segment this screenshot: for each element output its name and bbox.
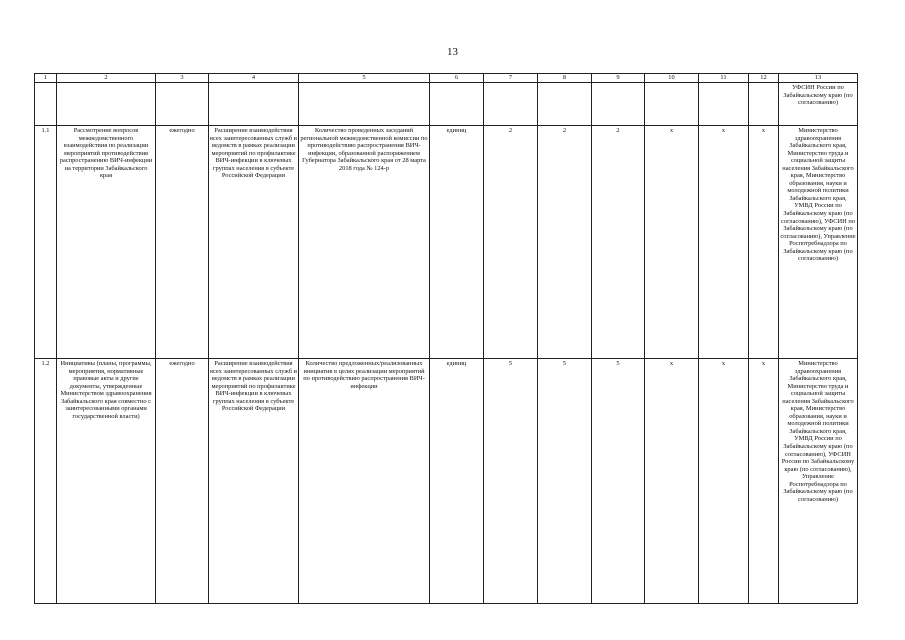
column-header: 5 bbox=[299, 74, 430, 83]
table-cell bbox=[156, 83, 209, 126]
table-cell bbox=[699, 83, 749, 126]
value-cell: 5 bbox=[592, 359, 645, 604]
unit-cell: единиц bbox=[430, 359, 484, 604]
event-cell: Инициативы (планы, программы, мероприятия, нормативные правовые акты и другие документы, утвержденные Министерством здравоохранения Забайкальского края совместно с заинтересованными органами государственной власти) bbox=[57, 359, 156, 604]
column-header: 8 bbox=[538, 74, 592, 83]
value-cell: х bbox=[749, 126, 779, 359]
column-header: 11 bbox=[699, 74, 749, 83]
table-cell bbox=[538, 83, 592, 126]
column-header: 12 bbox=[749, 74, 779, 83]
column-header: 3 bbox=[156, 74, 209, 83]
column-header: 1 bbox=[35, 74, 57, 83]
value-cell: х bbox=[699, 126, 749, 359]
value-cell: х bbox=[645, 359, 699, 604]
responsible-cell: УФСИН России по Забайкальскому краю (по согласованию) bbox=[779, 83, 858, 126]
column-header: 2 bbox=[57, 74, 156, 83]
value-cell: 2 bbox=[592, 126, 645, 359]
column-header: 6 bbox=[430, 74, 484, 83]
table-row-continuation bbox=[35, 83, 858, 126]
table-cell bbox=[749, 83, 779, 126]
column-header: 4 bbox=[209, 74, 299, 83]
value-cell: х bbox=[749, 359, 779, 604]
header-row bbox=[35, 74, 858, 83]
value-cell: 2 bbox=[538, 126, 592, 359]
table-cell bbox=[592, 83, 645, 126]
value-cell: 5 bbox=[484, 359, 538, 604]
table-cell bbox=[430, 83, 484, 126]
column-header: 7 bbox=[484, 74, 538, 83]
period-cell: ежегодно bbox=[156, 359, 209, 604]
table-cell bbox=[484, 83, 538, 126]
column-header: 10 bbox=[645, 74, 699, 83]
table-cell bbox=[645, 83, 699, 126]
value-cell: х bbox=[699, 359, 749, 604]
plan-table bbox=[34, 73, 858, 604]
table-cell bbox=[57, 83, 156, 126]
column-header: 13 bbox=[779, 74, 858, 83]
table-cell bbox=[35, 83, 57, 126]
column-header: 9 bbox=[592, 74, 645, 83]
event-cell: Рассмотрение вопросов межведомственного взаимодействия по реализации мероприятий противодействия распространению ВИЧ-инфекции на территории Забайкальского края bbox=[57, 126, 156, 359]
table-row bbox=[35, 126, 858, 359]
responsible-cell: Министерство здравоохранения Забайкальского края, Министерство труда и социальной защиты населения Забайкальского края, Министерство образования, науки и молодежной политики Забайкальского края, УМВД России по Забайкальскому краю (по согласованию), УФСИН России по Забайкальскому краю (по согласованию), Управление Роспотребнадзора по Забайкальскому краю (по согласованию) bbox=[779, 359, 858, 604]
value-cell: 2 bbox=[484, 126, 538, 359]
value-cell: 5 bbox=[538, 359, 592, 604]
responsible-cell: Министерство здравоохранения Забайкальского края, Министерство труда и социальной защиты населения Забайкальского края, Министерство образования, науки и молодежной политики Забайкальского края, УМВД России по Забайкальскому краю (по согласованию), УФСИН по Забайкальскому краю (по согласованию), Управление Роспотребнадзора по Забайкальскому краю (по согласованию) bbox=[779, 126, 858, 359]
result-cell: Расширение взаимодействия всех заинтересованных служб и ведомств в рамках реализации мероприятий по профилактике ВИЧ-инфекции в ключевых группах населения в субъекте Российской Федерации bbox=[209, 359, 299, 604]
table-row bbox=[35, 359, 858, 604]
row-number: 1.2 bbox=[35, 359, 57, 604]
indicator-cell: Количество предложенных/реализованных инициатив в целях реализации мероприятий по противодействию распространения ВИЧ-инфекции bbox=[299, 359, 430, 604]
indicator-cell: Количество проведенных заседаний региональной межведомственной комиссии по противодействию распространения ВИЧ-инфекции, образованной распоряжением Губернатора Забайкальского края от 28 марта 2018 года № 124-р bbox=[299, 126, 430, 359]
table-cell bbox=[209, 83, 299, 126]
page-number: 13 bbox=[447, 46, 458, 58]
period-cell: ежегодно bbox=[156, 126, 209, 359]
value-cell: х bbox=[645, 126, 699, 359]
row-number: 1.1 bbox=[35, 126, 57, 359]
unit-cell: единиц bbox=[430, 126, 484, 359]
table-cell bbox=[299, 83, 430, 126]
result-cell: Расширение взаимодействия всех заинтересованных служб и ведомств в рамках реализации мероприятий по профилактике ВИЧ-инфекции в ключевых группах населения в субъекте Российской Федерации bbox=[209, 126, 299, 359]
